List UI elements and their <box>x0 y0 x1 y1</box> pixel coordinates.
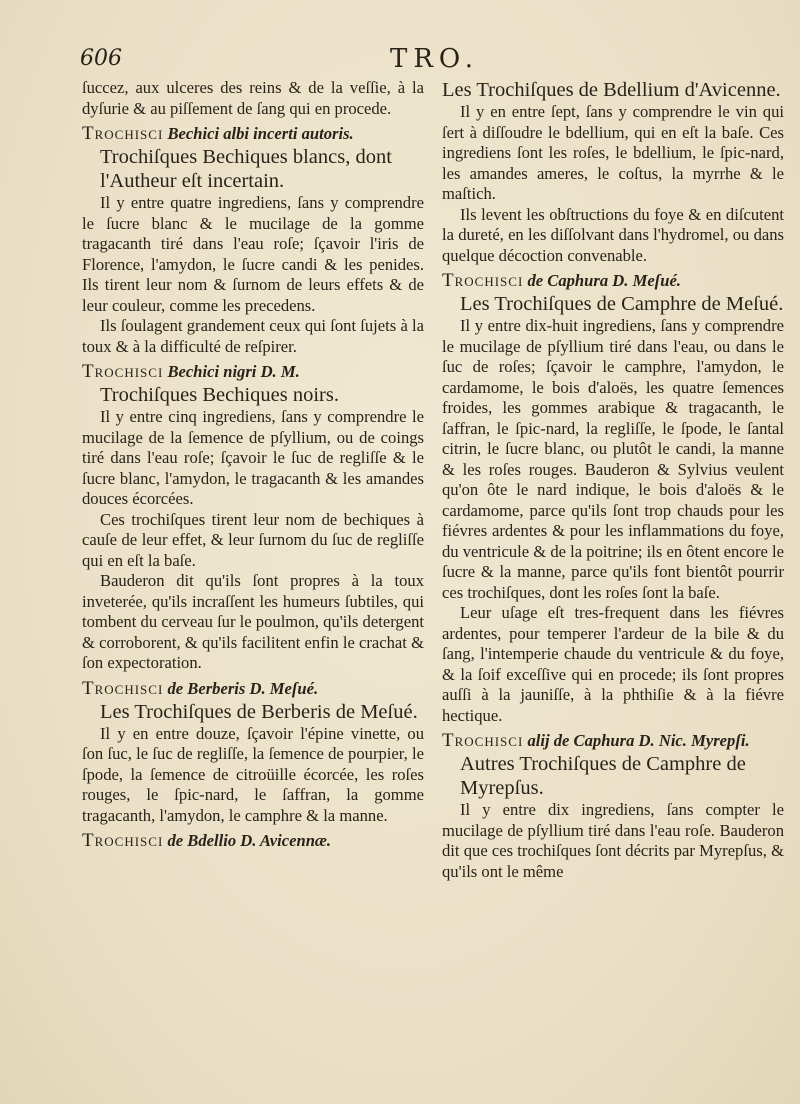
section-heading <box>442 270 784 316</box>
section-heading <box>82 123 424 193</box>
section-heading <box>82 361 424 407</box>
french-heading: Les Trochiſques de Berberis de Meſué. <box>100 700 418 723</box>
french-heading: Les Trochiſques de Bdellium d'Avicenne. <box>442 79 781 101</box>
latin-heading: Trochisci de Caphura D. Meſué. <box>442 270 681 291</box>
latin-heading: Trochisci de Berberis D. Meſué. <box>82 677 319 699</box>
latin-heading: Trochisci alij de Caphura D. Nic. Myrepſi. <box>442 730 750 751</box>
page-number: 606 <box>80 46 122 71</box>
latin-heading: Trochisci Bechici nigri D. M. <box>82 361 300 382</box>
section-heading <box>442 78 784 102</box>
french-heading: Autres Trochiſques de Camphre de Myrepſus. <box>460 753 746 799</box>
section-heading <box>82 678 424 724</box>
right-column <box>442 78 784 882</box>
body-paragraph: Ils ſoulagent grandement ceux qui ſont ſujets à la toux & à la difficulté de reſpirer. <box>82 316 424 356</box>
latin-heading: Trochisci Bechici albi incerti autoris. <box>82 123 354 144</box>
body-paragraph: Ils levent les obſtructions du foye & en diſcutent la dureté, en les diſſolvant dans l'hydromel, ou dans quelque décoction convenable. <box>442 204 784 265</box>
running-head: TRO. <box>390 44 479 74</box>
body-paragraph: Ces trochiſques tirent leur nom de bechiques à cauſe de leur effet, & leur ſurnom du ſuc de regliſſe qui en eſt la baſe. <box>82 509 424 570</box>
body-paragraph: Il y entre cinq ingrediens, ſans y comprendre le mucilage de la ſemence de pſyllium, ou de coings tiré dans l'eau roſe; ſçavoir le ſuc de regliſſe & le ſucre blanc, l'amydon, le tragacanth & les amandes douces écorcées. <box>82 407 424 508</box>
latin-heading: Trochisci de Bdellio D. Avicennæ. <box>82 830 332 851</box>
body-paragraph: Il y entre dix-huit ingrediens, ſans y comprendre le mucilage de pſyllium tiré dans l'eau, ou dans le ſuc de roſes; ſçavoir le camphre, l'amydon, le cardamome, le bois d'aloës, les quatre ſemences froides, les gommes arabique & tragacanth, le ſaffran, le ſpic-nard, la regliſſe, le ſpode, le ſantal citrin, le ſucre blanc, ou plutôt le candi, la manne & les roſes rouges. Bauderon & Sylvius veulent qu'on ôte le nard indique, le bois d'aloës & le cardamome, parce qu'ils ſont trop chauds pour les fiévres ardentes & pour les inflammations du foye, du ventricule & de la poitrine; ils en ôtent encore le ſucre & la manne, parce qu'ils font bientôt pourrir ces trochiſques, dont les roſes ſont la baſe. <box>442 316 784 602</box>
body-paragraph: Il y entre quatre ingrediens, ſans y comprendre le ſucre blanc & le mucilage de la gomme tragacanth tiré dans l'eau roſe; ſçavoir l'iris de Florence, l'amydon, le ſucre candi & les penides. Ils tirent leur nom & ſurnom de leurs effets & de leur couleur, comme les precedens. <box>82 193 424 315</box>
french-heading: Trochiſques Bechiques noirs. <box>100 384 339 406</box>
section-heading <box>442 730 784 800</box>
body-paragraph: Bauderon dit qu'ils ſont propres à la toux inveterée, qu'ils incraſſent les humeurs ſubtiles, qui tombent du cerveau ſur le poulmon, qu'ils detergent & corroborent, & qu'ils facilitent enfin le crachat & ſon expectoration. <box>82 571 424 672</box>
french-heading: Les Trochiſques de Camphre de Meſué. <box>460 293 784 315</box>
body-paragraph: Il y en entre ſept, ſans y comprendre le vin qui ſert à diſſoudre le bdellium, qui en eſt la baſe. Ces ingrediens ſont les roſes, le bdellium, le ſpic-nard, les amandes ameres, le coſtus, la myrrhe & le maſtich. <box>442 102 784 203</box>
french-heading: Trochiſques Bechiques blancs, dont l'Autheur eſt incertain. <box>100 146 392 192</box>
body-paragraph: Il y entre dix ingrediens, ſans compter le mucilage de pſyllium tiré dans l'eau roſe. Bauderon dit que ces trochiſques ſont décrits par Myrepſus, & qu'ils ont le même <box>442 800 784 881</box>
continuation-paragraph: ſuccez, aux ulceres des reins & de la veſſie, à la dyſurie & au piſſement de ſang qui en procede. <box>82 78 424 118</box>
section-heading <box>82 830 424 852</box>
left-column <box>82 78 424 852</box>
body-paragraph: Il y en entre douze, ſçavoir l'épine vinette, ou ſon ſuc, le ſuc de regliſſe, la ſemence de pourpier, le ſpode, la ſemence de citroüille écorcée, les roſes rouges, le ſpic-nard, le ſaffran, la gomme tragacanth, l'amydon, le camphre & la manne. <box>82 723 424 825</box>
body-paragraph: Leur uſage eſt tres-frequent dans les fiévres ardentes, pour temperer l'ardeur de la bile & du ſang, l'intemperie chaude du ventricule & du foye, & la ſoif exceſſive qui en procede; ils ſont propres auſſi à la jauniſſe, à la phthiſie & à la fiévre hectique. <box>442 603 784 725</box>
